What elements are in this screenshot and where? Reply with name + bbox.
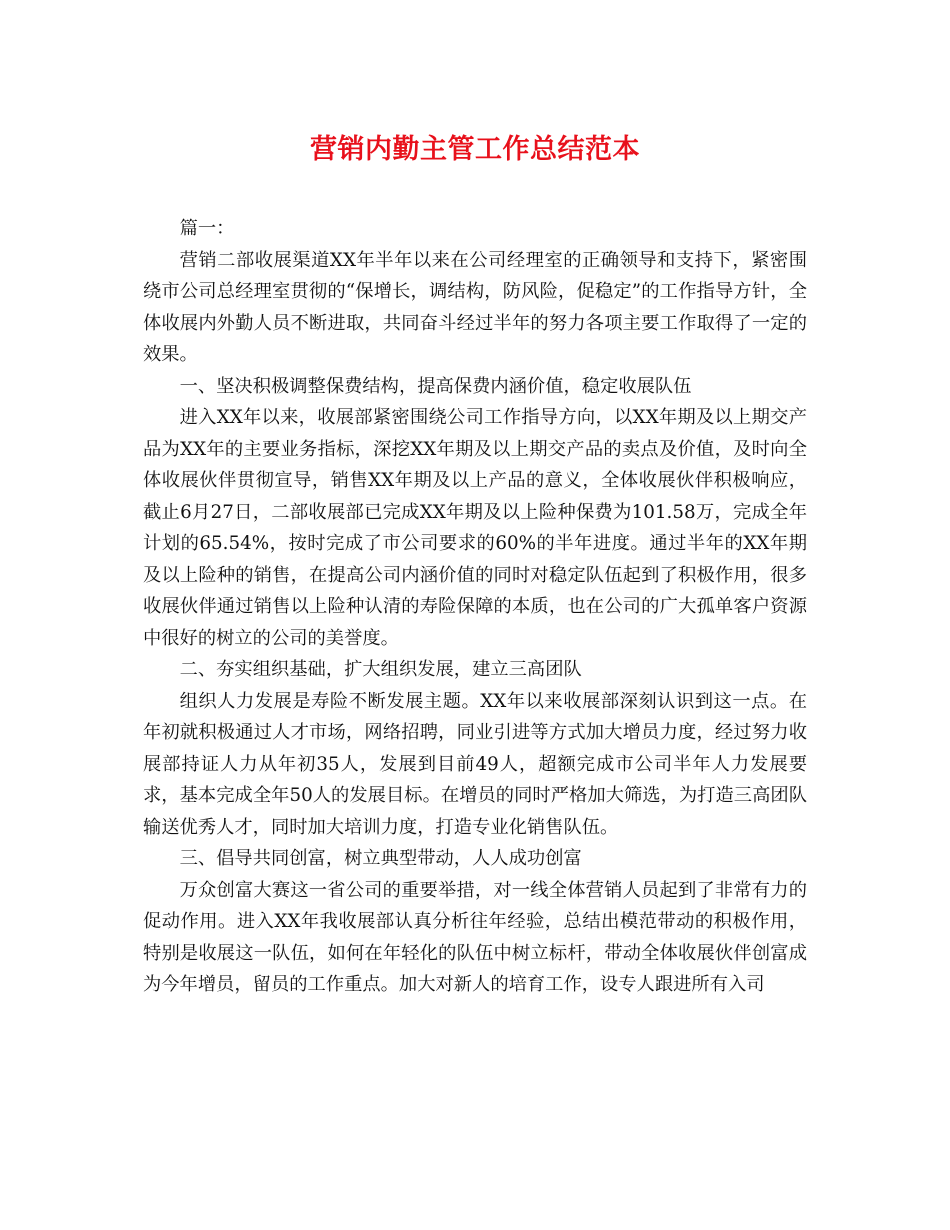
body-paragraph: 组织人力发展是寿险不断发展主题。XX年以来收展部深刻认识到这一点。在年初就积极通过人才市场，网络招聘，同业引进等方式加大增员力度，经过努力收展部持证人力从年初35人，发展到目前49人，超额完成市公司半年人力发展要求，基本完成全年50人的发展目标。在增员的同时严格加大筛选，为打造三高团队输送优秀人才，同时加大培训力度，打造专业化销售队伍。 [143, 690, 807, 838]
body-paragraph: 营销二部收展渠道XX年半年以来在公司经理室的正确领导和支持下，紧密围绕市公司总经理室贯彻的“保增长，调结构，防风险，促稳定”的工作指导方针，全体收展内外勤人员不断进取，共同奋斗经过半年的努力各项主要工作取得了一定的效果。 [143, 249, 807, 365]
section-label: 篇一： [179, 218, 235, 239]
section-heading: 一、坚决积极调整保费结构，提高保费内涵价值，稳定收展队伍 [179, 375, 692, 397]
section-heading: 三、倡导共同创富，树立典型带动，人人成功创富 [179, 848, 582, 869]
body-paragraph: 进入XX年以来，收展部紧密围绕公司工作指导方向，以XX年期及以上期交产品为XX年的主要业务指标，深挖XX年期及以上期交产品的卖点及价值，及时向全体收展伙伴贯彻宣导，销售XX年期及以上产品的意义，全体收展伙伴积极响应，截止6月27日，二部收展部已完成XX年期及以上险种保费为101.58万，完成全年计划的65.54%，按时完成了市公司要求的60%的半年进度。通过半年的XX年期及以上险种的销售，在提高公司内涵价值的同时对稳定队伍起到了积极作用，很多收展伙伴通过销售以上险种认清的寿险保障的本质，也在公司的广大孤单客户资源中很好的树立的公司的美誉度。 [143, 407, 807, 649]
body-paragraph: 万众创富大赛这一省公司的重要举措，对一线全体营销人员起到了非常有力的促动作用。进入XX年我收展部认真分析往年经验，总结出模范带动的积极作用，特别是收展这一队伍，如何在年轻化的队伍中树立标杆，带动全体收展伙伴创富成为今年增员，留员的工作重点。加大对新人的培育工作，设专人跟进所有入司 [143, 879, 807, 995]
document-title: 营销内勤主管工作总结范本 [310, 134, 640, 165]
document-body [143, 213, 807, 1001]
section-heading: 二、夯实组织基础，扩大组织发展，建立三高团队 [179, 659, 582, 680]
